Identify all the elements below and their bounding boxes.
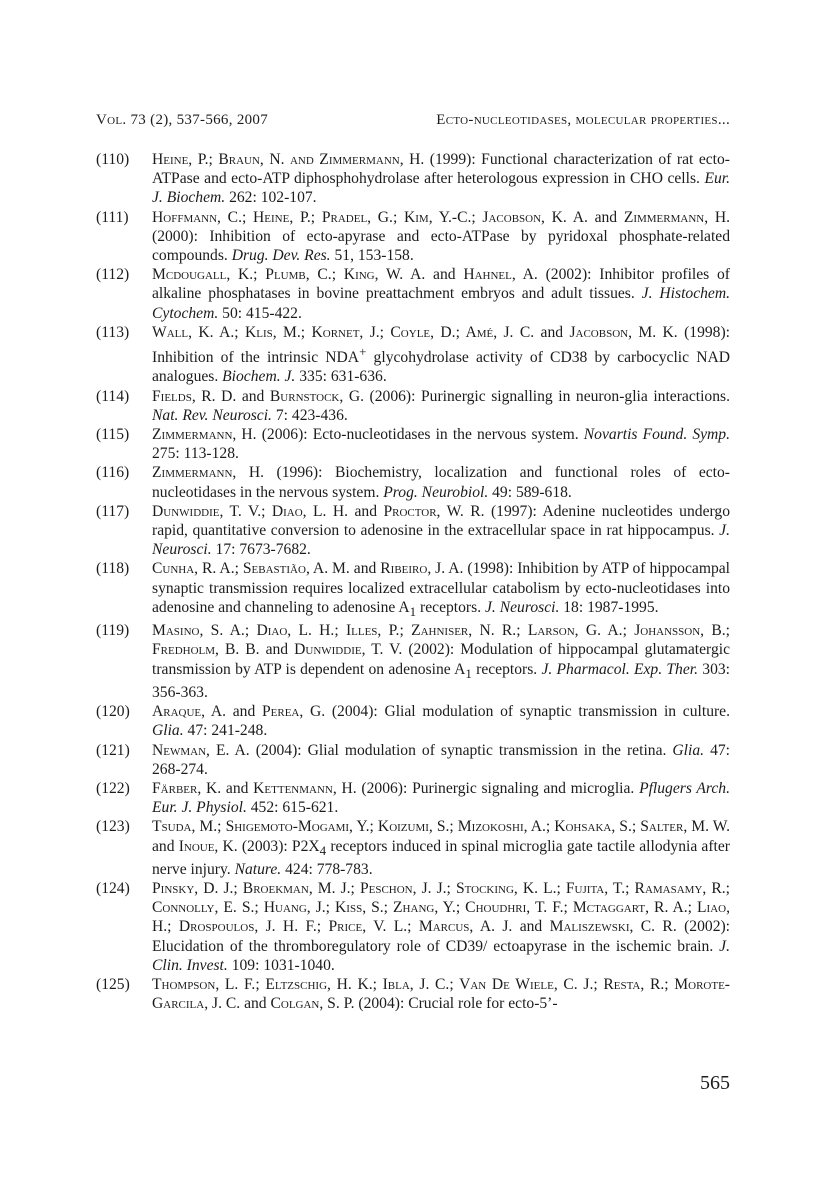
reference-segment: 262: 102-107. (225, 189, 317, 207)
reference-item (96, 265, 730, 323)
reference-journal: Drug. Dev. Res. (231, 247, 331, 265)
reference-authors: Kettenmann, H. (253, 779, 357, 797)
reference-journal: Biochem. J. (222, 368, 296, 386)
reference-authors: Pinsky, D. J.; Broekman, M. J.; Peschon, J. J.; Stocking, K. L.; Fujita, T.; Ramasamy, R.; Connolly, E. S.; Huang, J.; Kiss, S.; Zhang, Y.; Choudhri, T. F.; Mctaggart, R. A.; Liao, H.; Drospoulos, J. H. F.; Price, V. L.; Marcus, A. J. (152, 880, 730, 936)
reference-segment: (2002): Modulation of hippocampal glutamatergic transmission by ATP is dependent on adenosine A (152, 641, 731, 678)
reference-text (152, 621, 730, 702)
reference-authors: Maliszewski, C. R. (549, 918, 677, 936)
reference-segment: 18: 1987-1995. (559, 598, 659, 616)
reference-authors: Dunwiddie, T. V.; Diao, L. H. (152, 502, 349, 520)
reference-authors: Proctor, W. R. (383, 502, 485, 520)
reference-journal: J. Clin. Invest. (152, 937, 730, 974)
reference-number: (118) (96, 560, 130, 578)
reference-subscript: 1 (465, 665, 472, 681)
reference-item (96, 879, 730, 975)
reference-item (96, 502, 730, 560)
reference-segment: and (240, 995, 271, 1013)
reference-text (152, 702, 730, 740)
reference-authors: Mcdougall, K.; Plumb, C.; King, W. A. (152, 266, 426, 284)
reference-item (96, 463, 730, 501)
reference-text (152, 208, 730, 266)
reference-authors: Heine, P.; Braun, N. and Zimmermann, H. (152, 151, 425, 168)
reference-text (152, 879, 730, 975)
reference-item (96, 150, 730, 208)
reference-journal: Glia. (672, 741, 705, 759)
reference-segment: receptors. (416, 598, 485, 616)
reference-journal: J. Neurosci. (152, 522, 730, 559)
reference-segment: (2004): Glial modulation of synaptic transmission in culture. (325, 703, 730, 721)
reference-item (96, 621, 730, 702)
reference-segment: and (587, 208, 624, 226)
reference-segment: 303: 356-363. (152, 660, 731, 701)
reference-segment: receptors induced in spinal microglia gate tactile allodynia after nerve injury. (152, 837, 730, 878)
reference-number: (124) (96, 880, 130, 898)
reference-number: (122) (96, 779, 130, 797)
reference-segment: 109: 1031-1040. (227, 956, 335, 974)
reference-number: (117) (96, 502, 130, 520)
reference-authors: Perea, G. (261, 703, 326, 721)
reference-authors: Hahnel, A. (463, 266, 538, 284)
reference-segment: and (534, 323, 570, 341)
reference-text (152, 150, 730, 208)
reference-segment: 452: 615-621. (246, 799, 339, 817)
reference-item (96, 387, 730, 425)
reference-authors: Zimmermann, H. (152, 464, 265, 482)
reference-number: (119) (96, 622, 130, 640)
reference-text (152, 502, 730, 560)
reference-journal: Nature. (234, 860, 282, 878)
reference-number: (120) (96, 703, 130, 721)
reference-authors: Wall, K. A.; Klis, M.; Kornet, J.; Coyle, D.; Amé, J. C. (152, 323, 535, 341)
reference-number: (125) (96, 976, 130, 994)
reference-item (96, 323, 730, 387)
reference-text (152, 387, 730, 425)
reference-authors: Thompson, L. F.; Eltzschig, H. K.; Ibla, J. C.; Van De Wiele, C. J.; Resta, R.; Morote-Garcila, J. C. (152, 976, 730, 1013)
reference-authors: Zimmermann, H. (152, 426, 257, 444)
reference-segment: (1997): Adenine nucleotides undergo rapid, quantitative conversion to adenosine in the extracellular space in rat hippocampus. (152, 502, 730, 540)
running-head-title: Ecto-nucleotidases, molecular properties... (436, 112, 730, 128)
reference-segment: (2006): Purinergic signalling in neuron-glia interactions. (363, 387, 730, 405)
reference-journal: Prog. Neurobiol. (383, 483, 489, 501)
reference-number: (111) (96, 208, 129, 226)
reference-segment: (1998): Inhibition by ATP of hippocampal synaptic transmission requires localized extracellular catabolism by ecto-nucleotidases into adenosine and channeling to adenosine A (152, 560, 730, 616)
reference-item (96, 741, 730, 779)
reference-journal: Glia. (152, 722, 184, 740)
reference-segment: (1998): Inhibition of the intrinsic NDA (152, 323, 730, 367)
reference-segment: (1999): Functional characterization of rat ecto-ATPase and ecto-ATP diphosphohydrolase after heterologous expression in CHO cells. (152, 151, 730, 188)
reference-number: (114) (96, 387, 130, 405)
reference-segment: and (349, 560, 381, 578)
reference-segment: (2006): Ecto-nucleotidases in the nervous system. (256, 426, 584, 444)
reference-segment: 50: 415-422. (218, 304, 302, 322)
reference-text (152, 323, 730, 387)
reference-number: (110) (96, 151, 130, 168)
reference-segment: (2004): Crucial role for ecto-5’- (354, 995, 558, 1013)
reference-authors: Ribeiro, J. A. (380, 560, 464, 578)
reference-authors: Cunha, R. A.; Sebastião, A. M. (152, 560, 350, 578)
reference-segment: (2002): Elucidation of the thromboregulatory role of CD39/ ectoapyrase in the ischemic brain. (152, 918, 731, 955)
reference-segment: 17: 7673-7682. (211, 541, 311, 559)
reference-segment: (2000): Inhibition of ecto-apyrase and ecto-ATPase by pyridoxal phosphate-related compounds. (152, 227, 730, 265)
reference-segment: and (512, 918, 550, 936)
reference-authors: Tsuda, M.; Shigemoto-Mogami, Y.; Koizumi, S.; Mizokoshi, A.; Kohsaka, S.; Salter, M. W. (152, 818, 730, 836)
reference-segment: 275: 113-128. (152, 445, 239, 463)
page-number: 565 (700, 1072, 730, 1094)
reference-segment: (2004): Glial modulation of synaptic transmission in the retina. (249, 741, 673, 759)
reference-journal: Novartis Found. Symp. (583, 426, 730, 444)
reference-authors: Araque, A. (152, 703, 227, 721)
reference-segment: (1996): Biochemistry, localization and functional roles of ecto-nucleotidases in the nervous system. (152, 464, 730, 501)
reference-journal: J. Histochem. Cytochem. (152, 285, 730, 322)
reference-segment: 7: 423-436. (271, 406, 348, 424)
reference-number: (121) (96, 741, 130, 759)
reference-list (96, 150, 730, 1013)
reference-item (96, 208, 730, 266)
reference-journal: J. Pharmacol. Exp. Ther. (541, 660, 699, 678)
reference-authors: Masino, S. A.; Diao, L. H.; Illes, P.; Zahniser, N. R.; Larson, G. A.; Johansson, B.; Fredholm, B. B. (152, 622, 730, 659)
reference-segment: (2002): Inhibitor profiles of alkaline phosphatases in bovine preattachment embryos and adult tissues. (152, 266, 730, 303)
reference-text (152, 741, 730, 779)
reference-number: (123) (96, 818, 130, 836)
reference-authors: Burnstock, G. (269, 387, 364, 405)
reference-item (96, 559, 730, 621)
reference-segment: glycohydrolase activity of CD38 by carbocyclic NAD analogues. (152, 349, 730, 386)
reference-authors: Inoue, K. (178, 837, 238, 855)
reference-authors: Hoffmann, C.; Heine, P.; Pradel, G.; Kim, Y.-C.; Jacobson, K. A. (152, 208, 588, 226)
reference-item (96, 975, 730, 1013)
reference-segment: 47: 268-274. (152, 741, 730, 778)
reference-authors: Färber, K. (152, 779, 222, 797)
reference-text (152, 817, 730, 879)
reference-authors: Dunwiddie, T. V. (294, 641, 403, 659)
reference-segment: 49: 589-618. (488, 483, 572, 501)
reference-segment: and (348, 502, 384, 520)
reference-segment: receptors. (471, 660, 542, 678)
reference-text (152, 425, 730, 463)
reference-segment: and (226, 703, 262, 721)
running-head-volume: Vol. 73 (2), 537-566, 2007 (96, 112, 269, 128)
reference-journal: Nat. Rev. Neurosci. (152, 406, 272, 424)
reference-text (152, 559, 730, 621)
reference-journal: Pflugers Arch. Eur. J. Physiol. (152, 779, 730, 817)
reference-journal: Eur. J. Biochem. (152, 170, 730, 207)
reference-segment: and (236, 387, 270, 405)
reference-segment: and (221, 779, 254, 797)
reference-authors: Fields, R. D. (152, 387, 237, 405)
reference-text (152, 265, 730, 323)
reference-segment: 424: 778-783. (281, 860, 373, 878)
reference-segment: and (259, 641, 295, 659)
reference-number: (116) (96, 464, 130, 482)
reference-segment: (2006): Purinergic signaling and microglia. (356, 779, 640, 797)
reference-text (152, 463, 730, 501)
reference-segment: and (425, 266, 464, 284)
reference-item (96, 779, 730, 817)
running-head (96, 112, 730, 129)
reference-subscript: 4 (319, 842, 327, 858)
reference-item (96, 817, 730, 879)
reference-segment: 335: 631-636. (295, 368, 387, 386)
reference-authors: Colgan, S. P. (270, 995, 355, 1013)
reference-journal: J. Neurosci. (485, 598, 560, 616)
reference-item (96, 702, 730, 740)
reference-authors: Jacobson, M. K. (569, 323, 678, 341)
reference-superscript: + (359, 344, 367, 360)
reference-segment: (2003): P2X (237, 837, 320, 855)
reference-authors: Zimmermann, H. (623, 208, 731, 226)
reference-number: (115) (96, 426, 130, 444)
reference-subscript: 1 (409, 603, 417, 619)
reference-item (96, 425, 730, 463)
reference-authors: Newman, E. A. (152, 741, 250, 759)
reference-number: (112) (96, 266, 130, 284)
reference-segment: 51, 153-158. (330, 247, 414, 265)
reference-text (152, 779, 730, 817)
reference-segment: and (152, 837, 179, 855)
reference-segment: 47: 241-248. (183, 722, 268, 740)
reference-text (152, 975, 730, 1013)
reference-number: (113) (96, 323, 130, 341)
